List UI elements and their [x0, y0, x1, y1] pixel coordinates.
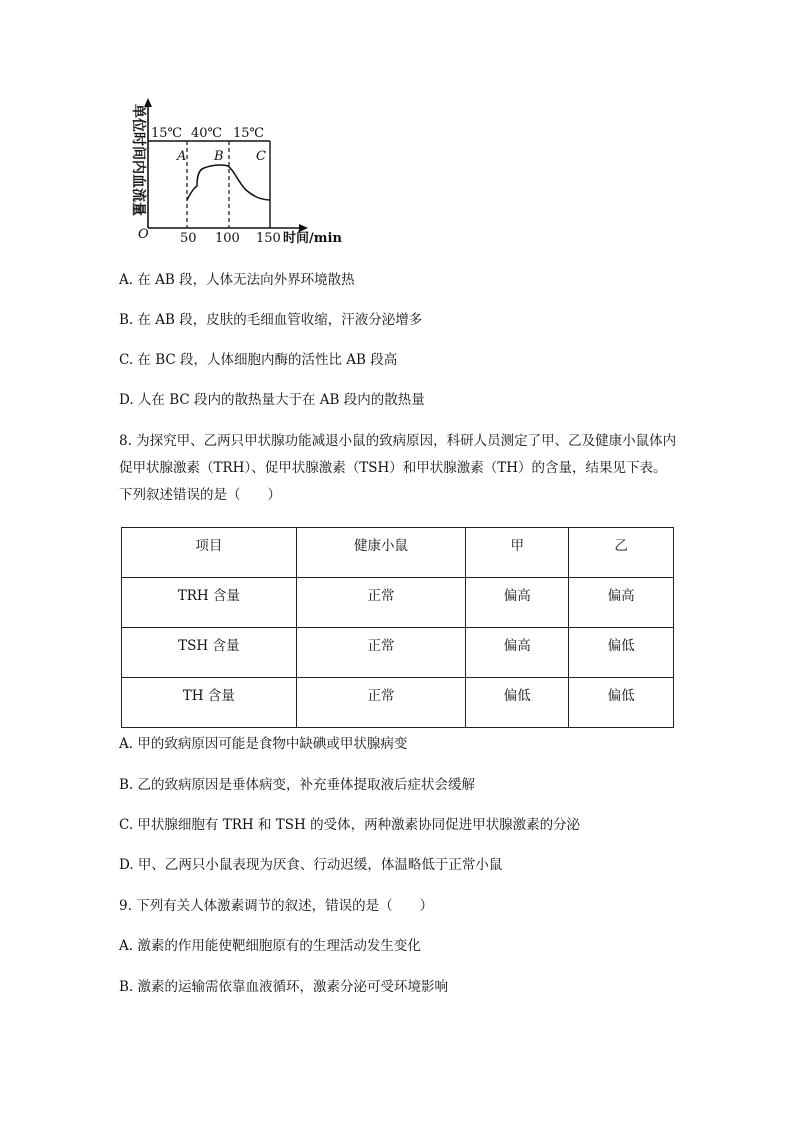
- table-row: [122, 628, 674, 678]
- table-cell: 正常: [296, 678, 466, 728]
- table-cell: 正常: [296, 578, 466, 628]
- q8-option-c: C. 甲状腺细胞有 TRH 和 TSH 的受体，两种激素协同促进甲状腺激素的分泌: [119, 817, 581, 833]
- table-row: [122, 578, 674, 628]
- table-cell: 偏高: [569, 578, 674, 628]
- y-axis-label: 单位时间内血流量: [130, 104, 146, 216]
- header-yi: 乙: [569, 528, 674, 578]
- header-item: 项目: [122, 528, 297, 578]
- x-tick-50: 50: [180, 231, 197, 246]
- x-tick-100: 100: [215, 231, 240, 246]
- temp-label-1: 15℃: [151, 126, 183, 141]
- q7-option-b: B. 在 AB 段，皮肤的毛细血管收缩，汗液分泌增多: [119, 312, 423, 328]
- x-axis-label: 时间/min: [283, 231, 342, 246]
- table-cell: 偏低: [466, 678, 569, 728]
- table-cell: 正常: [296, 628, 466, 678]
- q8-option-d: D. 甲、乙两只小鼠表现为厌食、行动迟缓，体温略低于正常小鼠: [119, 857, 503, 873]
- header-healthy: 健康小鼠: [296, 528, 466, 578]
- table-cell: 偏高: [466, 628, 569, 678]
- table-row: [122, 678, 674, 728]
- segment-label-b: B: [214, 149, 224, 164]
- table-cell: 偏低: [569, 678, 674, 728]
- table-cell: TRH 含量: [122, 578, 297, 628]
- q7-option-d: D. 人在 BC 段内的散热量大于在 AB 段内的散热量: [119, 392, 425, 408]
- q7-option-c: C. 在 BC 段，人体细胞内酶的活性比 AB 段高: [119, 352, 398, 368]
- table-cell: TSH 含量: [122, 628, 297, 678]
- q8-stem: 8. 为探究甲、乙两只甲状腺功能减退小鼠的致病原因，科研人员测定了甲、乙及健康小鼠体内促甲状腺激素（TRH）、促甲状腺激素（TSH）和甲状腺激素（TH）的含量，结果见下表。下列叙述错误的是（ ）: [119, 433, 677, 503]
- segment-label-a: A: [177, 149, 187, 164]
- hormone-table: [121, 527, 674, 728]
- temp-label-2: 40℃: [191, 126, 223, 141]
- table-cell: 偏低: [569, 628, 674, 678]
- q9-option-a: A. 激素的作用能使靶细胞原有的生理活动发生变化: [119, 938, 421, 954]
- q8-option-a: A. 甲的致病原因可能是食物中缺碘或甲状腺病变: [119, 736, 408, 752]
- x-tick-150: 150: [256, 231, 281, 246]
- origin-label: O: [138, 227, 149, 242]
- blood-flow-figure: [118, 96, 358, 246]
- header-jia: 甲: [466, 528, 569, 578]
- temp-label-3: 15℃: [233, 126, 265, 141]
- table-cell: TH 含量: [122, 678, 297, 728]
- segment-label-c: C: [256, 149, 266, 164]
- q8-option-b: B. 乙的致病原因是垂体病变，补充垂体提取液后症状会缓解: [119, 777, 476, 793]
- table-header-row: [122, 528, 674, 578]
- q9-option-b: B. 激素的运输需依靠血液循环，激素分泌可受环境影响: [119, 979, 449, 995]
- table-cell: 偏高: [466, 578, 569, 628]
- q7-option-a: A. 在 AB 段，人体无法向外界环境散热: [119, 272, 355, 288]
- q9-stem: 9. 下列有关人体激素调节的叙述，错误的是（ ）: [119, 898, 434, 914]
